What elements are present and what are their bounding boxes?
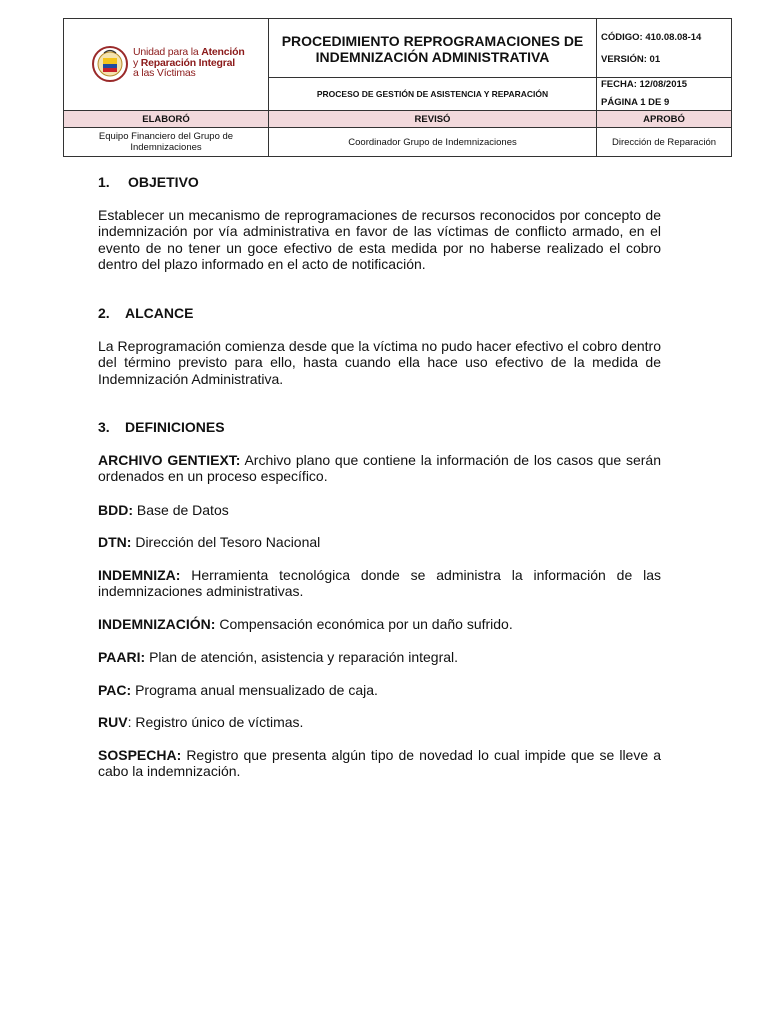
title-cell [269,19,597,78]
info-cell [597,19,732,78]
definition-bdd: BDD: Base de Datos [98,502,229,518]
definition-pac: PAC: Programa anual mensualizado de caja. [98,682,378,698]
section-title-definiciones: 3. DEFINICIONES [98,419,225,435]
document-header-table [63,18,732,157]
colombia-seal-icon [92,44,128,84]
definition-indemnizacion: INDEMNIZACIÓN: Compensación económica por un daño sufrido. [98,616,513,632]
col-aprobo: APROBÓ [597,111,732,128]
definition-archivo-gentiext: ARCHIVO GENTIEXT: Archivo plano que contiene la información de los casos que serán ordenados en un proceso específico. [98,452,661,485]
definition-dtn: DTN: Dirección del Tesoro Nacional [98,534,321,550]
codigo: CÓDIGO: 410.08.08-14 [601,32,702,43]
section-title-objetivo: 1. OBJETIVO [98,174,199,190]
document-title: PROCEDIMIENTO REPROGRAMACIONES DE INDEMNIZACIÓN ADMINISTRATIVA [281,33,584,65]
val-reviso: Coordinador Grupo de Indemnizaciones [269,128,597,157]
paragraph-alcance: La Reprogramación comienza desde que la víctima no pudo hacer efectivo el cobro dentro del término previsto para ello, hasta cuando ella hace uso efectivo de la medida de Indemnización Administrativa. [98,338,661,387]
process-name: PROCESO DE GESTIÓN DE ASISTENCIA Y REPARACIÓN [316,89,549,99]
val-aprobo: Dirección de Reparación [597,128,732,157]
logo-cell [64,19,269,111]
definition-ruv: RUV: Registro único de víctimas. [98,714,304,730]
paragraph-objetivo: Establecer un mecanismo de reprogramaciones de recursos reconocidos por concepto de indemnización por vía administrativa en favor de las víctimas de conflicto armado, en el evento de no tener un goce efectivo de esta medida por no haberse realizado el cobro dentro del plazo informado en el acto de notificación. [98,207,661,273]
definition-sospecha: SOSPECHA: Registro que presenta algún tipo de novedad lo cual impide que se lleve a cabo la indemnización. [98,747,661,780]
definition-indemniza: INDEMNIZA: Herramienta tecnológica donde se administra la información de las indemnizaciones administrativas. [98,567,661,600]
pagina: PÁGINA 1 DE 9 [601,97,670,108]
section-title-alcance: 2. ALCANCE [98,305,194,321]
logo-wordmark: Unidad para la Atención y Reparación Integral a las Víctimas [133,46,245,79]
info-cell-2 [597,78,732,111]
val-elaboro: Equipo Financiero del Grupo de Indemnizaciones [64,128,269,157]
col-elaboro: ELABORÓ [64,111,269,128]
fecha: FECHA: 12/08/2015 [601,79,688,90]
definition-paari: PAARI: Plan de atención, asistencia y reparación integral. [98,649,459,665]
col-reviso: REVISÓ [269,111,597,128]
version: VERSIÓN: 01 [601,54,661,65]
process-cell [269,78,597,111]
